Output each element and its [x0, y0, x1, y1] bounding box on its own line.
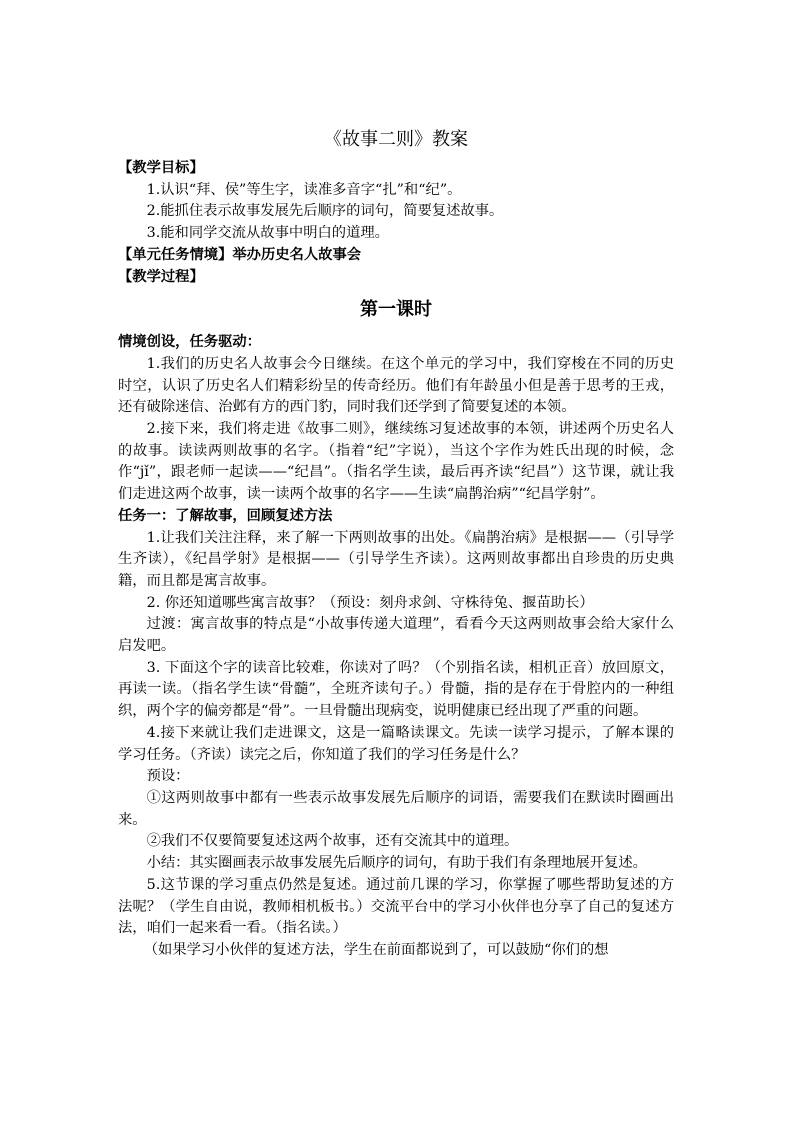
task-context: 【单元任务情境】举办历史名人故事会 [118, 246, 362, 263]
paragraph: 过渡：寓言故事的特点是“小故事传递大道理”，看看今天这两则故事会给大家什么启发吧。 [118, 616, 674, 655]
goal-item-2: 2.能抓住表示故事发展先后顺序的词句，简要复述故事。 [146, 203, 504, 220]
lesson-title: 第一课时 [360, 299, 432, 321]
document-title: 《故事二则》教案 [324, 129, 468, 150]
paragraph: 3. 下面这个字的读音比较难，你读对了吗？（个别指名读，相机正音）放回原文，再读一读。（指名学生读“骨髓”，全班齐读句子。）骨髓，指的是存在于骨腔内的一种组织，两个字的偏旁都是“骨”。一旦骨髓出现病变，说明健康已经出现了严重的问题。 [118, 659, 674, 720]
section-heading-task1: 任务一：了解故事，回顾复述方法 [118, 507, 333, 524]
paragraph: ②我们不仅要简要复述这两个故事，还有交流其中的道理。 [146, 833, 519, 850]
goal-item-1: 1.认识“拜、侯”等生字，读准多音字“扎”和“纪”。 [146, 181, 462, 198]
paragraph: 5.这节课的学习重点仍然是复述。通过前几课的学习，你掌握了哪些帮助复述的方法呢？（学生自由说，教师相机板书。）交流平台中的学习小伙伴也分享了自己的复述方法，咱们一起来看一看。（指名读。） [118, 876, 674, 937]
goal-item-3: 3.能和同学交流从故事中明白的道理。 [146, 225, 389, 242]
paragraph: 小结：其实圈画表示故事发展先后顺序的词句，有助于我们有条理地展开复述。 [146, 855, 647, 872]
section-heading-context: 情境创设，任务驱动： [118, 334, 261, 351]
process-heading: 【教学过程】 [118, 268, 204, 285]
paragraph: 2.接下来，我们将走进《故事二则》，继续练习复述故事的本领，讲述两个历史名人的故事。读读两则故事的名字。（指着“纪”字说），当这个字作为姓氏出现的时候，念作“jǐ”，跟老师一起读——“纪昌”。（指名学生读，最后再齐读“纪昌”）这节课，就让我们走进这两个故事，读一读两个故事的名字——生读“扁鹊治病”“纪昌学射”。 [118, 421, 674, 503]
paragraph: 1.让我们关注注释，来了解一下两则故事的出处。《扁鹊治病》是根据——（引导学生齐读），《纪昌学射》是根据——（引导学生齐读）。这两则故事都出自珍贵的历史典籍，而且都是寓言故事。 [118, 529, 674, 589]
paragraph: （如果学习小伙伴的复述方法，学生在前面都说到了，可以鼓励“你们的想 [143, 941, 609, 958]
paragraph: 2. 你还知道哪些寓言故事？（预设：刻舟求剑、守株待兔、揠苗助长） [146, 594, 594, 611]
paragraph: ①这两则故事中都有一些表示故事发展先后顺序的词语，需要我们在默读时圈画出来。 [118, 789, 674, 828]
paragraph: 4.接下来就让我们走进课文，这是一篇略读课文。先读一读学习提示，了解本课的学习任务。（齐读）读完之后，你知道了我们的学习任务是什么？ [118, 724, 674, 763]
paragraph: 1.我们的历史名人故事会今日继续。在这个单元的学习中，我们穿梭在不同的历史时空，认识了历史名人们精彩纷呈的传奇经历。他们有年龄虽小但是善于思考的王戎，还有破除迷信、治邺有方的西门豹，同时我们还学到了简要复述的本领。 [118, 355, 674, 416]
lesson-plan-page [118, 126, 674, 962]
paragraph: 预设： [146, 768, 190, 785]
goals-heading: 【教学目标】 [118, 160, 204, 176]
